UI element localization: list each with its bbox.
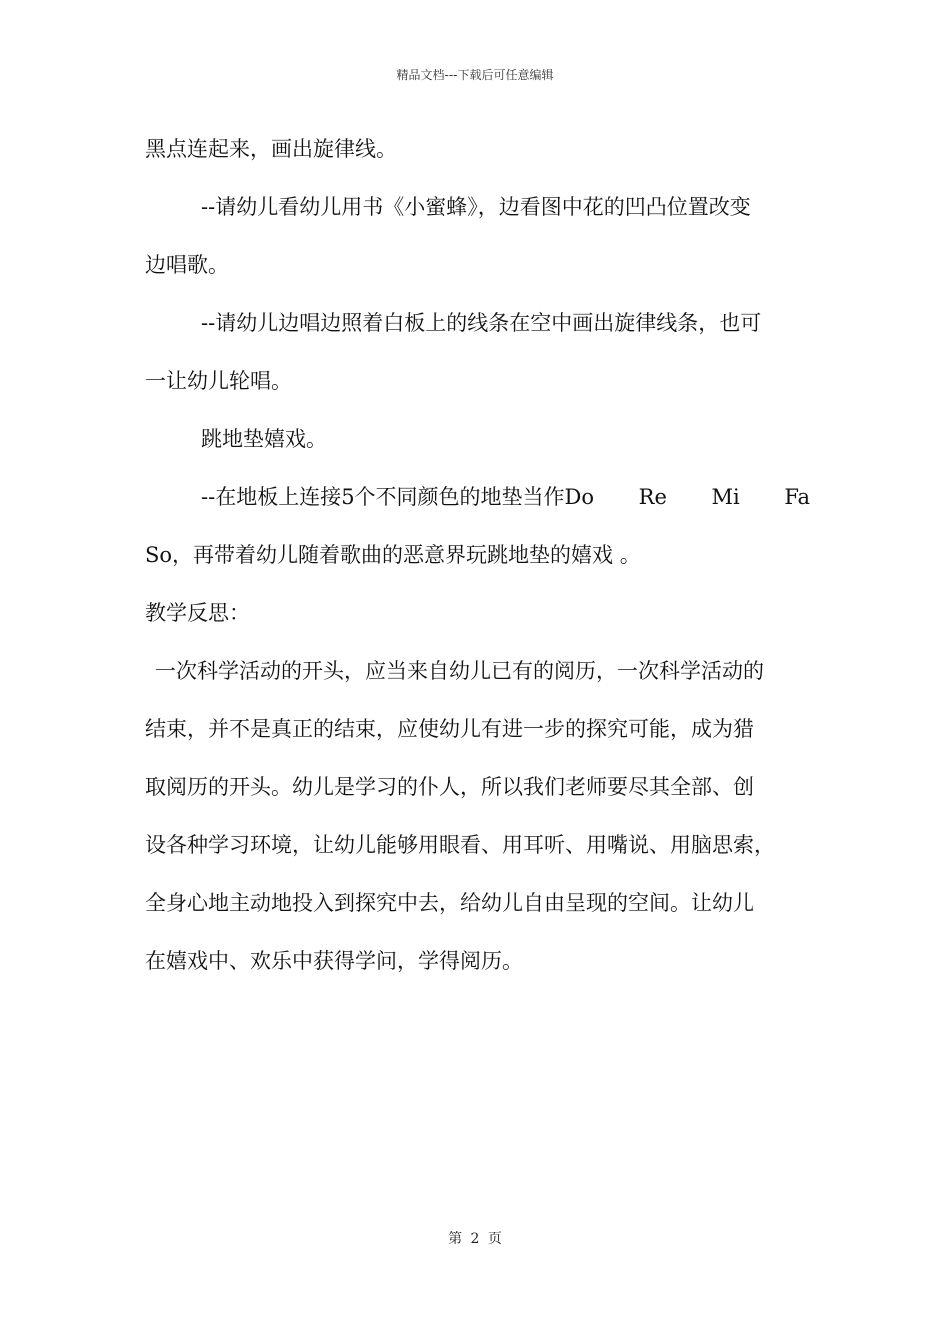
document-body	[145, 130, 810, 1000]
section-heading: 教学反思：	[145, 601, 250, 625]
solfege-note-fa: Fa	[784, 485, 810, 509]
solfege-lead: --在地板上连接5个不同颜色的地垫当作Do	[201, 485, 595, 509]
text-line: 结束，并不是真正的结束，应使幼儿有进一步的探究可能，成为猎	[145, 717, 754, 741]
text-line: --请幼儿边唱边照着白板上的线条在空中画出旋律线条，也可	[201, 311, 762, 335]
solfege-note-re: Re	[638, 485, 667, 509]
text-line: --请幼儿看幼儿用书《小蜜蜂》，边看图中花的凹凸位置改变	[201, 195, 751, 219]
text-line: 设各种学习环境，让幼儿能够用眼看、用耳听、用嘴说、用脑思索，	[145, 833, 775, 857]
text-line: 取阅历的开头。幼儿是学习的仆人，所以我们老师要尽其全部、创	[145, 775, 754, 799]
text-line: 一次科学活动的开头，应当来自幼儿已有的阅历，一次科学活动的	[155, 659, 764, 683]
text-line: 边唱歌。	[145, 253, 229, 277]
page-number: 第 2 页	[448, 1231, 502, 1247]
solfege-note-mi: Mi	[711, 485, 740, 509]
solfege-line	[145, 478, 810, 516]
page-header: 精品文档---下载后可任意编辑	[396, 68, 554, 82]
text-line: 一让幼儿轮唱。	[145, 369, 292, 393]
text-line: 全身心地主动地投入到探究中去，给幼儿自由呈现的空间。让幼儿	[145, 891, 754, 915]
section-heading: 跳地垫嬉戏。	[201, 427, 327, 451]
text-line: So，再带着幼儿随着歌曲的恶意界玩跳地垫的嬉戏 。	[145, 543, 641, 567]
text-line: 在嬉戏中、欢乐中获得学问，学得阅历。	[145, 949, 523, 973]
text-line: 黑点连起来，画出旋律线。	[145, 137, 397, 161]
